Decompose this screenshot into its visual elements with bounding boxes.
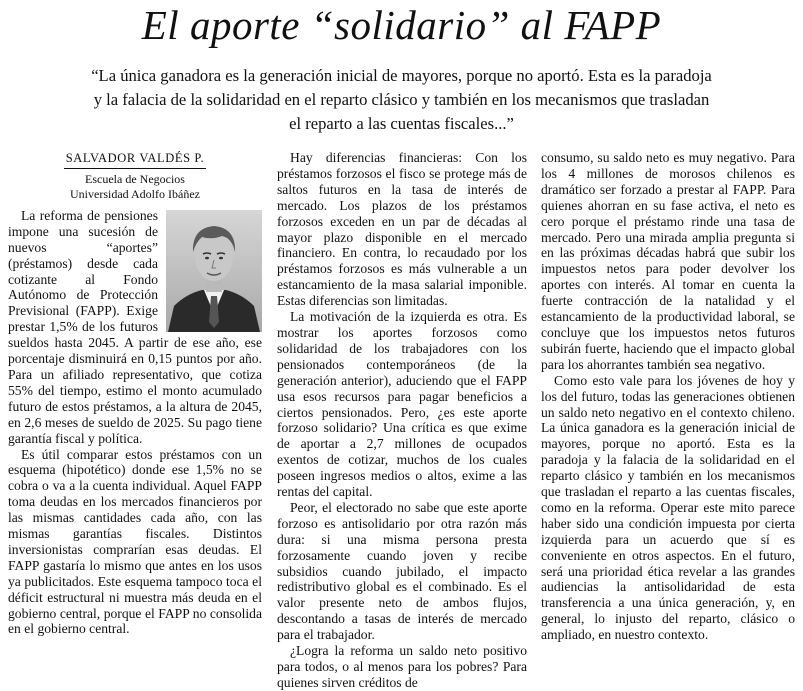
paragraph [8,208,262,447]
paragraph: Como esto vale para los jóvenes de hoy y los del futuro, todas las generaciones obtienen un saldo neto negativo en el contexto chileno. La única ganadora es la generación inicial de mayores, porque no aportó. Esta es la paradoja y la falacia de la solidaridad en el reparto clásico y también en los mecanismos que trasladan el reparto a las cuentas fiscales, como en la reforma. Operar este mito parece haber sido una condición impuesta por cierta izquierda para un acuerdo que sí es conveniente en otros aspectos. En el futuro, será una prioridad ética revelar a las grandes audiencias la antisolidaridad de esta transferencia a una única generación, y, en general, lo injusto del reparto, clásico o ampliado, en nuestro contexto. [541,372,795,643]
author-affiliation: Escuela de Negocios [85,171,185,186]
author-institution: Universidad Adolfo Ibáñez [70,186,200,201]
column-3 [541,150,795,643]
author-name: SALVADOR VALDÉS P. [64,151,207,169]
paragraph: Es útil comparar estos préstamos con un esquema (hipotético) donde ese 1,5% no se cobra o va a la cuenta individual. Aquel FAPP toma deudas en los mercados financieros por las mismas cantidades cada año, con las mismas garantías fiscales. Distintos inversionistas comprarían esas deudas. El FAPP gastaría lo mismo que antes en los usos ya publicitados. Este esquema tampoco toca el déficit estructural ni muestra más deuda en el gobierno central, porque el FAPP no consolida en el gobierno central. [8,446,262,637]
paragraph: Peor, el electorado no sabe que este aporte forzoso es antisolidario por otra razón más dura: si una misma persona presta forzosamente cuando joven y recibe subsidios cuando jubilado, el impacto redistributivo global es el combinado. Es el valor presente neto de ambos flujos, descontando a tasas de interés de mercado para el trabajador. [277,499,527,643]
column-1 [8,150,262,637]
article-title: El aporte “solidario” al FAPP [141,2,662,48]
paragraph: consumo, su saldo neto es muy negativo. Para los 4 millones de morosos chilenos es dramático ser forzado a prestar al FAPP. Para quienes ahorran en su fase activa, el neto es cero porque el préstamo rinde una tasa de mercado. Pero una mirada amplia pregunta si en las próximas décadas habrá que subir los impuestos netos para poder devolver los aportes con interés. Al tomar en cuenta la fuerte contracción de la natalidad y el estancamiento de la productividad laboral, se concluye que los impuestos netos futuros subirán fuerte, haciendo que el impacto global para los ahorrantes también sea negativo. [541,150,795,372]
pull-quote-line: el reparto a las cuentas fiscales...” [289,114,514,133]
paragraph-text: La reforma de pensiones impone una sucesión de nuevos “aportes” (préstamos) desde cada cotizante al Fondo Autónomo de Protección Previsional (FAPP). Exige prestar 1,5% de los futuros sueldos hasta 2045. A partir de ese año, ese porcentaje disminuirá en 0,15 puntos por año. Para un afiliado representativo, que cotiza 55% del tiempo, estimo el monto acumulado futuro de estos préstamos, a la altura de 2045, en 2,6 meses de sueldo de 2025. Su pago tiene garantía fiscal y política. [8,207,262,446]
paragraph: La motivación de la izquierda es otra. Es mostrar los aportes forzosos como solidaridad de los trabajadores con los pensionados contemporáneos (de la generación anterior), aduciendo que el FAPP usa esos recursos para pagar beneficios a ciertos pensionados. Pero, ¿es este aporte forzoso solidario? Una crítica es que exime de aportar a 2,7 millones de ocupados exentos de cotizar, muchos de los cuales poseen ingresos medios o altos, exime a las rentas del capital. [277,309,527,500]
paragraph: ¿Logra la reforma un saldo neto positivo para todos, o al menos para los pobres? Para quienes sirven créditos de [277,643,527,690]
pull-quote [20,64,783,136]
author-photo [166,210,262,332]
byline [8,150,262,202]
paragraph: Hay diferencias financieras: Con los préstamos forzosos el fisco se protege más de saltos futuros en la tasa de interés de mercado. Los plazos de los préstamos forzosos exceden en un par de décadas al mayor plazo disponible en el mercado financiero. En contra, lo recaudado por los préstamos forzosos es más vulnerable a un estancamiento de la masa salarial imponible. Estas diferencias son limitadas. [277,150,527,309]
column-2 [277,150,527,691]
pull-quote-line: “La única ganadora es la generación inicial de mayores, porque no aportó. Esta es la paradoja [91,66,712,85]
pull-quote-line: y la falacia de la solidaridad en el reparto clásico y también en los mecanismos que trasladan [93,90,710,109]
